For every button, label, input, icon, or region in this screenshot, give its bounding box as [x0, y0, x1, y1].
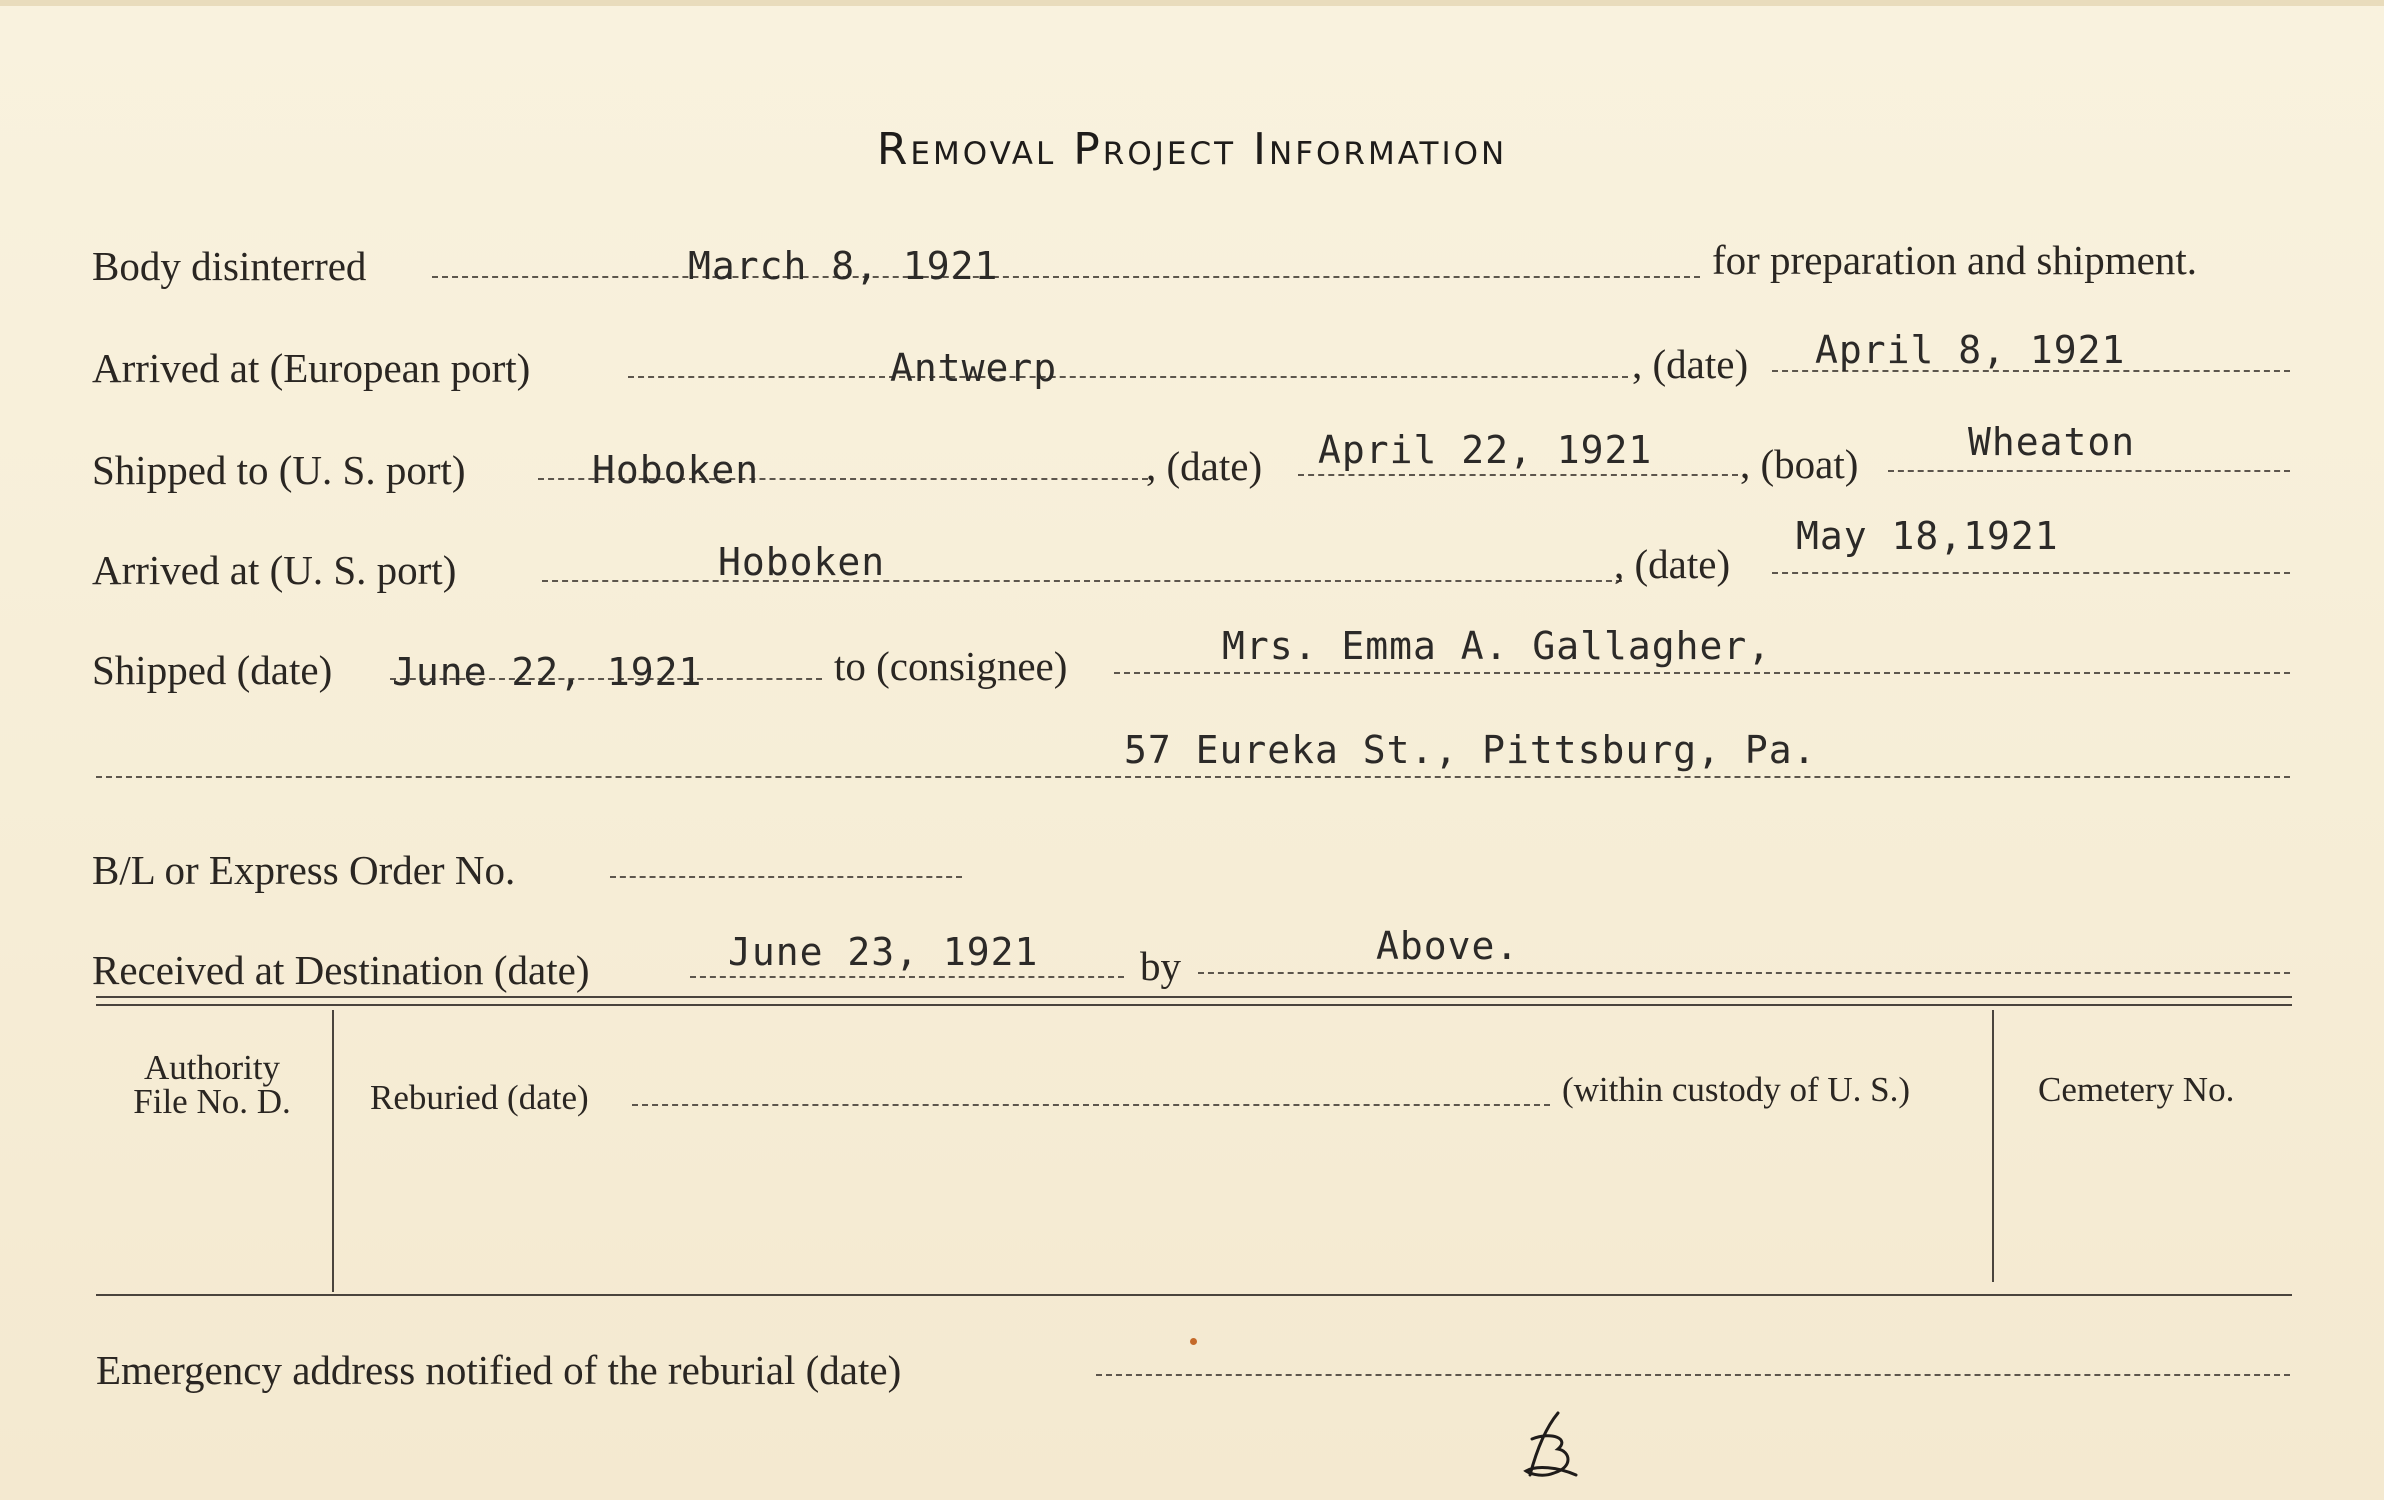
arrived-us-date: May 18,1921: [1796, 514, 2059, 558]
shipped-date-value: June 22, 1921: [392, 650, 703, 694]
arrived-us-port: Hoboken: [718, 540, 886, 584]
form-title: Removal Project Information: [876, 124, 1508, 175]
handwritten-initial-icon: [1518, 1405, 1588, 1485]
body-disinterred-suffix: for preparation and shipment.: [1712, 237, 2198, 283]
table-top-rule: [96, 996, 2292, 998]
shipped-us-date-line: [1298, 474, 1738, 476]
authority-label-line1: Authority: [143, 1048, 281, 1087]
arrived-european-label: Arrived at (European port): [92, 345, 531, 391]
table-divider-right: [1992, 1010, 1994, 1282]
cemetery-label: Cemetery No.: [2038, 1070, 2235, 1109]
table-divider-left: [332, 1010, 334, 1292]
consignee-label: to (consignee): [834, 643, 1068, 689]
arrived-european-port-line: [628, 376, 1628, 378]
bl-order-line: [610, 876, 962, 878]
shipped-us-label: Shipped to (U. S. port): [92, 447, 466, 493]
consignee-address: 57 Eureka St., Pittsburg, Pa.: [1124, 728, 1817, 772]
received-by-label: by: [1140, 943, 1181, 989]
card-edge: [0, 0, 2384, 6]
arrived-us-date-label: , (date): [1614, 541, 1731, 587]
arrived-us-date-line: [1772, 572, 2290, 574]
shipped-us-boat-line: [1888, 470, 2290, 472]
arrived-european-date: April 8, 1921: [1815, 328, 2126, 372]
body-disinterred-label: Body disinterred: [92, 243, 367, 289]
custody-label: (within custody of U. S.): [1562, 1070, 1911, 1109]
body-disinterred-line: [432, 276, 1700, 278]
ink-speck: [1190, 1338, 1197, 1345]
body-disinterred-value: March 8, 1921: [688, 244, 999, 288]
arrived-european-port: Antwerp: [890, 346, 1058, 390]
received-by-line: [1198, 972, 2290, 974]
authority-label-line2: File No. D.: [133, 1082, 291, 1121]
consignee-line: [1114, 672, 2290, 674]
received-date: June 23, 1921: [728, 930, 1039, 974]
arrived-us-label: Arrived at (U. S. port): [92, 547, 457, 593]
reburied-line: [632, 1104, 1550, 1106]
received-label: Received at Destination (date): [92, 947, 590, 993]
emergency-label: Emergency address notified of the reburial (date): [96, 1347, 902, 1393]
table-top-rule-2: [96, 1004, 2292, 1006]
received-date-line: [690, 976, 1124, 978]
shipped-us-date-label: , (date): [1146, 443, 1263, 489]
bl-order-label: B/L or Express Order No.: [92, 847, 516, 893]
received-by: Above.: [1376, 924, 1520, 968]
shipped-us-boat: Wheaton: [1968, 420, 2136, 464]
arrived-european-date-label: , (date): [1632, 341, 1749, 387]
consignee-value: Mrs. Emma A. Gallagher,: [1222, 624, 1772, 668]
shipped-us-date: April 22, 1921: [1318, 428, 1653, 472]
emergency-line: [1096, 1374, 2290, 1376]
table-bottom-rule: [96, 1294, 2292, 1296]
address-line: [96, 776, 2290, 778]
reburied-label: Reburied (date): [370, 1078, 589, 1117]
shipped-us-boat-label: , (boat): [1740, 441, 1859, 487]
shipped-us-port: Hoboken: [592, 448, 760, 492]
arrived-us-port-line: [542, 580, 1622, 582]
shipped-date-label: Shipped (date): [92, 647, 333, 693]
